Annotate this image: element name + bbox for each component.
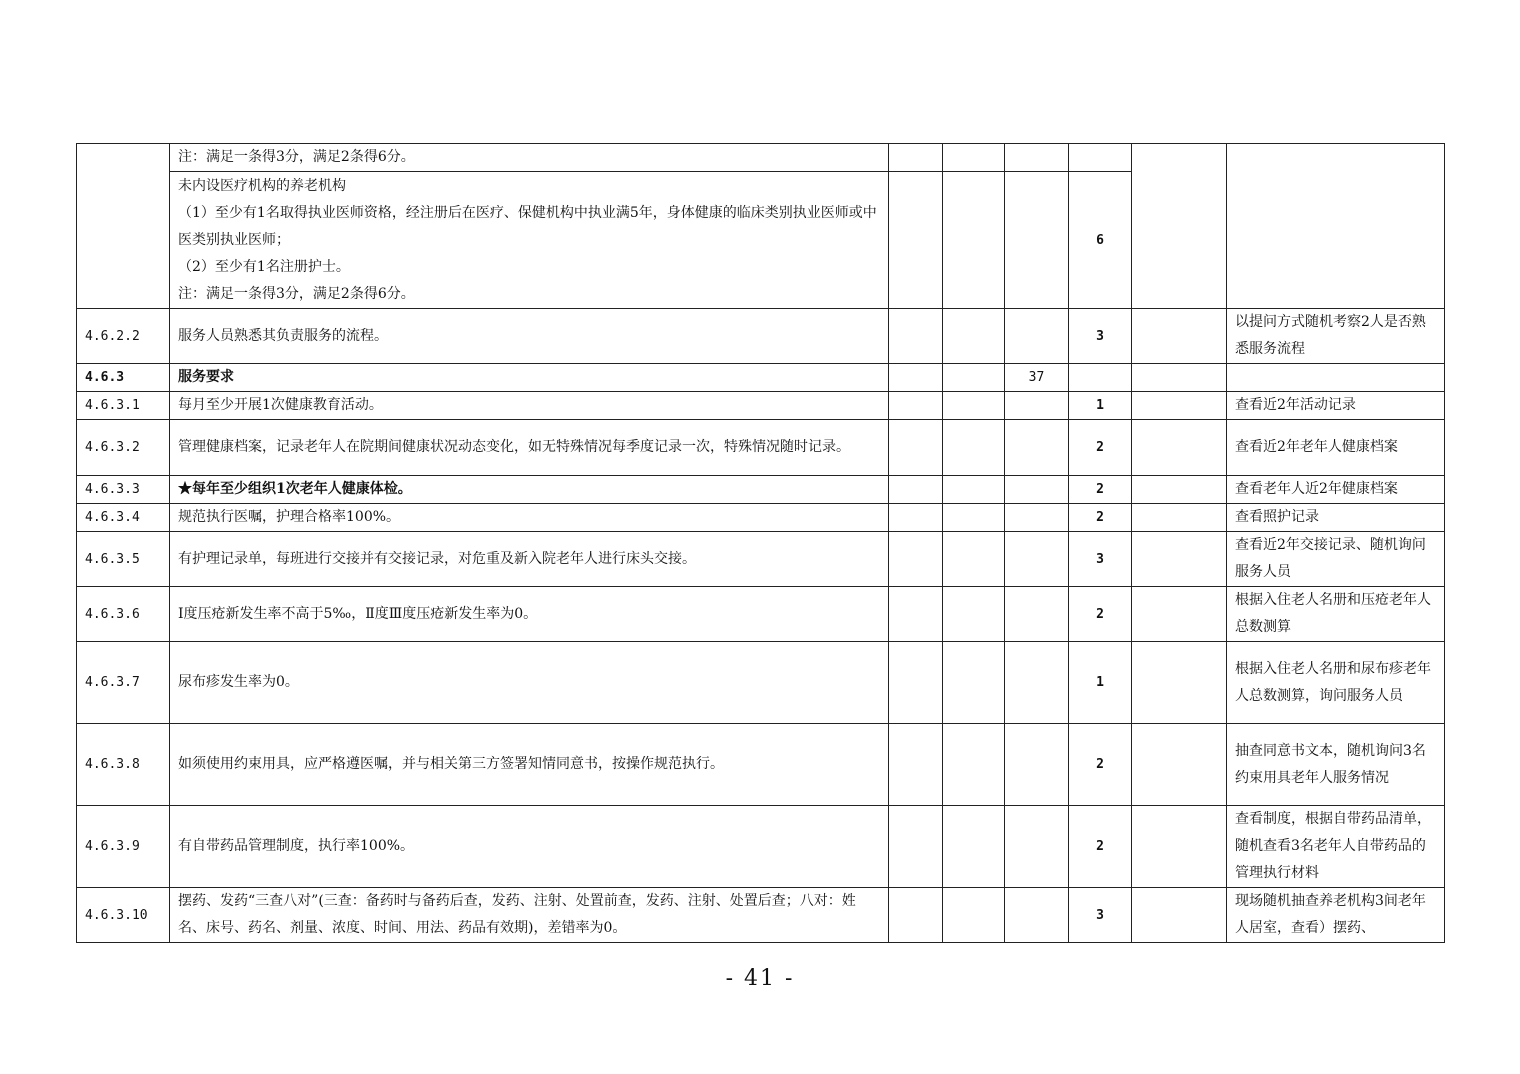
item-content: 规范执行医嘱，护理合格率100%。 (170, 504, 889, 532)
standard-table (76, 143, 1445, 943)
empty-cell (943, 144, 1005, 172)
score-total (1005, 532, 1069, 587)
empty-cell (1005, 172, 1069, 309)
empty-cell (1132, 724, 1227, 806)
score-total (1005, 806, 1069, 888)
score-item (1069, 364, 1132, 392)
item-code: 4.6.3.7 (77, 642, 170, 724)
item-code: 4.6.2.2 (77, 309, 170, 364)
score-item: 1 (1069, 642, 1132, 724)
item-code: 4.6.3.2 (77, 420, 170, 476)
empty-cell (1132, 476, 1227, 504)
check-method: 查看制度，根据自带药品清单，随机查看3名老年人自带药品的管理执行材料 (1227, 806, 1445, 888)
item-content: 注：满足一条得3分，满足2条得6分。 (170, 144, 889, 172)
item-code: 4.6.3.6 (77, 587, 170, 642)
empty-cell (943, 888, 1005, 943)
score-item (1069, 144, 1132, 172)
score-total (1005, 888, 1069, 943)
empty-cell (943, 364, 1005, 392)
check-method: 查看照护记录 (1227, 504, 1445, 532)
item-code: 4.6.3.4 (77, 504, 170, 532)
empty-cell (943, 392, 1005, 420)
empty-cell (943, 587, 1005, 642)
table-row (77, 504, 1445, 532)
empty-cell (1132, 144, 1227, 309)
table-row (77, 420, 1445, 476)
score-total: 37 (1005, 364, 1069, 392)
empty-cell (889, 144, 943, 172)
empty-cell (889, 364, 943, 392)
item-content: 有自带药品管理制度，执行率100%。 (170, 806, 889, 888)
check-method: 现场随机抽查养老机构3间老年人居室，查看）摆药、 (1227, 888, 1445, 943)
score-item: 2 (1069, 504, 1132, 532)
score-item: 3 (1069, 309, 1132, 364)
score-total (1005, 642, 1069, 724)
empty-cell (943, 724, 1005, 806)
table-row (77, 587, 1445, 642)
empty-cell (889, 806, 943, 888)
empty-cell (1132, 532, 1227, 587)
empty-cell (943, 172, 1005, 309)
score-item: 3 (1069, 888, 1132, 943)
check-method: 查看近2年交接记录、随机询问服务人员 (1227, 532, 1445, 587)
score-total (1005, 309, 1069, 364)
table-row (77, 364, 1445, 392)
empty-cell (1132, 806, 1227, 888)
empty-cell (889, 309, 943, 364)
item-code: 4.6.3.10 (77, 888, 170, 943)
check-method: 以提问方式随机考察2人是否熟悉服务流程 (1227, 309, 1445, 364)
empty-cell (889, 476, 943, 504)
check-method (1227, 144, 1445, 309)
empty-cell (1132, 364, 1227, 392)
empty-cell (943, 532, 1005, 587)
item-code: 4.6.3.8 (77, 724, 170, 806)
item-content: 有护理记录单，每班进行交接并有交接记录，对危重及新入院老年人进行床头交接。 (170, 532, 889, 587)
empty-cell (943, 309, 1005, 364)
table-row (77, 309, 1445, 364)
item-content: Ⅰ度压疮新发生率不高于5‰，Ⅱ度Ⅲ度压疮新发生率为0。 (170, 587, 889, 642)
item-code: 4.6.3.3 (77, 476, 170, 504)
score-item: 2 (1069, 476, 1132, 504)
item-content: 每月至少开展1次健康教育活动。 (170, 392, 889, 420)
empty-cell (943, 642, 1005, 724)
check-method: 查看近2年活动记录 (1227, 392, 1445, 420)
empty-cell (889, 724, 943, 806)
item-content: ★每年至少组织1次老年人健康体检。 (170, 476, 889, 504)
empty-cell (1132, 392, 1227, 420)
table-row (77, 144, 1445, 172)
empty-cell (1132, 420, 1227, 476)
score-total (1005, 587, 1069, 642)
table-row (77, 724, 1445, 806)
score-item: 2 (1069, 724, 1132, 806)
score-item: 1 (1069, 392, 1132, 420)
empty-cell (1132, 504, 1227, 532)
item-content: 摆药、发药“三查八对”(三查：备药时与备药后查，发药、注射、处置前查，发药、注射、处置后查；八对：姓名、床号、药名、剂量、浓度、时间、用法、药品有效期)，差错率为0。 (170, 888, 889, 943)
check-method: 根据入住老人名册和尿布疹老年人总数测算，询问服务人员 (1227, 642, 1445, 724)
check-method: 查看老年人近2年健康档案 (1227, 476, 1445, 504)
table-row (77, 806, 1445, 888)
empty-cell (943, 806, 1005, 888)
check-method (1227, 364, 1445, 392)
check-method: 查看近2年老年人健康档案 (1227, 420, 1445, 476)
empty-cell (1132, 642, 1227, 724)
item-content: 如须使用约束用具，应严格遵医嘱，并与相关第三方签署知情同意书，按操作规范执行。 (170, 724, 889, 806)
score-item: 3 (1069, 532, 1132, 587)
empty-cell (943, 504, 1005, 532)
empty-cell (889, 532, 943, 587)
table-row (77, 642, 1445, 724)
item-content: 管理健康档案，记录老年人在院期间健康状况动态变化，如无特殊情况每季度记录一次，特殊情况随时记录。 (170, 420, 889, 476)
empty-cell (943, 420, 1005, 476)
empty-cell (1132, 309, 1227, 364)
score-total (1005, 392, 1069, 420)
section-title: 服务要求 (170, 364, 889, 392)
table-row (77, 532, 1445, 587)
item-code: 4.6.3.1 (77, 392, 170, 420)
score-total (1005, 420, 1069, 476)
empty-cell (943, 476, 1005, 504)
check-method: 抽查同意书文本，随机询问3名约束用具老年人服务情况 (1227, 724, 1445, 806)
item-content: 服务人员熟悉其负责服务的流程。 (170, 309, 889, 364)
empty-cell (889, 172, 943, 309)
score-item: 2 (1069, 587, 1132, 642)
score-item: 2 (1069, 806, 1132, 888)
empty-cell (1132, 888, 1227, 943)
score-total (1005, 504, 1069, 532)
score-total (1005, 476, 1069, 504)
item-content: 尿布疹发生率为0。 (170, 642, 889, 724)
empty-cell (889, 888, 943, 943)
item-code: 4.6.3.9 (77, 806, 170, 888)
score-total (1005, 724, 1069, 806)
empty-cell (889, 504, 943, 532)
item-code: 4.6.3.5 (77, 532, 170, 587)
empty-cell (889, 587, 943, 642)
table-row (77, 392, 1445, 420)
table-row (77, 476, 1445, 504)
empty-cell (889, 642, 943, 724)
table-row (77, 888, 1445, 943)
check-method: 根据入住老人名册和压疮老年人总数测算 (1227, 587, 1445, 642)
score-item: 6 (1069, 172, 1132, 309)
section-code: 4.6.3 (77, 364, 170, 392)
empty-cell (889, 392, 943, 420)
empty-cell (889, 420, 943, 476)
score-item: 2 (1069, 420, 1132, 476)
empty-cell (1132, 587, 1227, 642)
score-total (1005, 144, 1069, 172)
item-content: 未内设医疗机构的养老机构 （1）至少有1名取得执业医师资格，经注册后在医疗、保健机构中执业满5年，身体健康的临床类别执业医师或中医类别执业医师； （2）至少有1名注册护士。 注：满足一条得3分，满足2条得6分。 (170, 172, 889, 309)
page-number: - 41 - (725, 966, 795, 991)
item-code (77, 144, 170, 309)
